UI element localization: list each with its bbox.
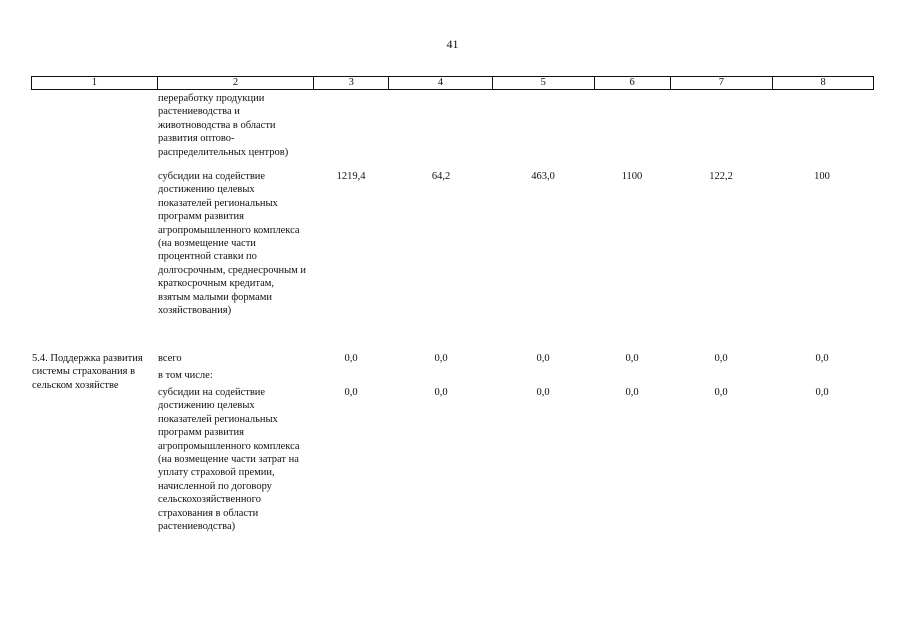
row-2-value-4: 0,0	[434, 353, 448, 364]
table-header-row	[31, 76, 874, 90]
row-4-description: субсидии на содействие достижению целевых показателей региональных программ развития агропромышленного комплекса (на возмещение части затрат на уплату страховой премии, начисленной по договору сельскохозяйственного страхования в области растениеводства)	[158, 387, 300, 533]
header-cell-7: 7	[671, 77, 774, 89]
row-4-value-4: 0,0	[434, 387, 448, 398]
row-2-description: всего	[158, 353, 182, 364]
row-0-description: переработку продукции растениеводства и животноводства в области развития оптово-распределительных центров)	[158, 93, 289, 158]
row-1-value-6: 1100	[621, 171, 643, 182]
header-cell-8: 8	[820, 77, 826, 88]
row-4-value-5: 0,0	[536, 387, 550, 398]
row-4-value-8: 0,0	[815, 387, 829, 398]
row-4-value-6: 0,0	[625, 387, 639, 398]
row-4-value-3: 0,0	[344, 387, 358, 398]
header-cell-1: 1	[32, 77, 158, 89]
row-1-value-7: 122,2	[709, 171, 733, 182]
row-2-value-7: 0,0	[714, 353, 728, 364]
row-2-value-6: 0,0	[625, 353, 639, 364]
row-2-value-3: 0,0	[344, 353, 358, 364]
header-cell-4: 4	[389, 77, 493, 89]
page-number: 41	[446, 37, 459, 51]
row-3-description: в том числе:	[158, 370, 213, 381]
header-cell-5: 5	[493, 77, 595, 89]
section-5-4-title: 5.4. Поддержка развития системы страхования в сельском хозяйстве	[32, 353, 143, 391]
row-1-description: субсидии на содействие достижению целевых показателей региональных программ развития агропромышленного комплекса (на возмещение части процентной ставки по долгосрочным, среднесрочным и краткосрочным кредитам, взятым малыми формами хозяйствования)	[158, 171, 307, 317]
header-cell-6: 6	[595, 77, 671, 89]
row-2-value-5: 0,0	[536, 353, 550, 364]
row-1-value-4: 64,2	[431, 171, 451, 182]
header-cell-2: 2	[158, 77, 315, 89]
row-1-value-5: 463,0	[531, 171, 555, 182]
row-4-value-7: 0,0	[714, 387, 728, 398]
row-2-value-8: 0,0	[815, 353, 829, 364]
row-1-value-3: 1219,4	[336, 171, 366, 182]
header-cell-3: 3	[314, 77, 389, 89]
row-1-value-8: 100	[814, 171, 830, 182]
